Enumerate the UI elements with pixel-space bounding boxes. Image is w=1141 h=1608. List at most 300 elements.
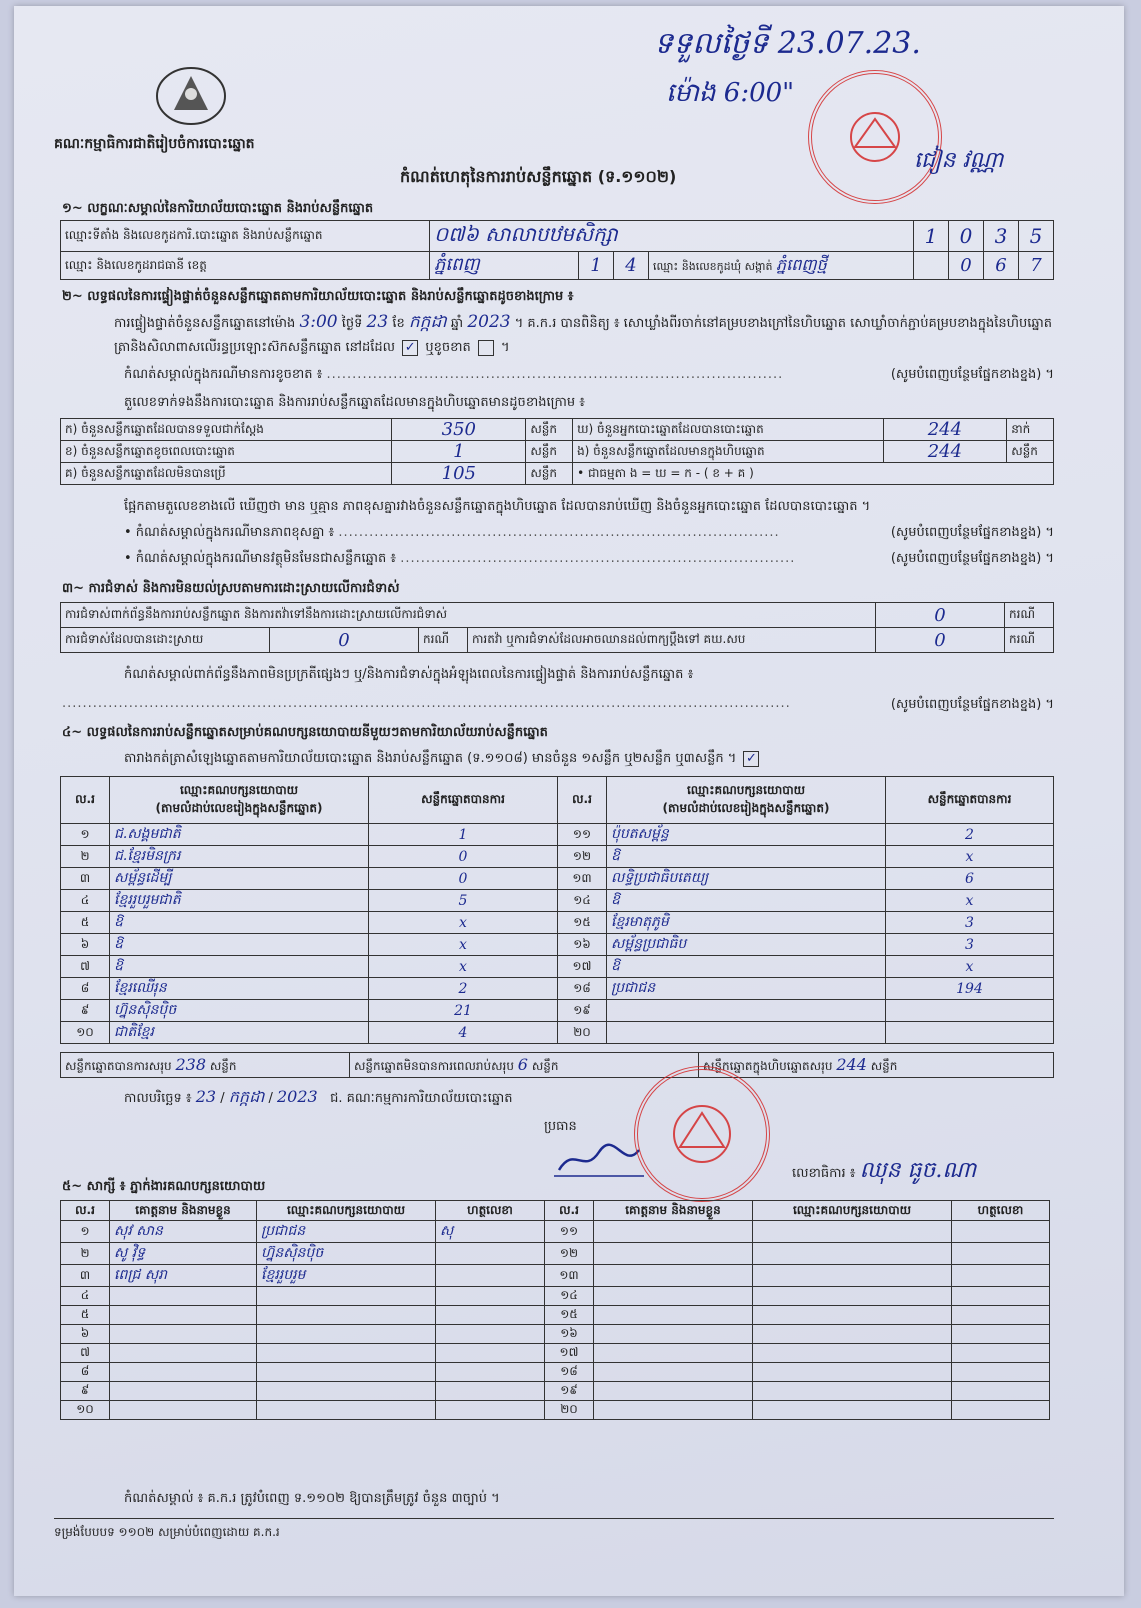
party-votes: 194 [886,978,1054,1000]
party-votes: x [369,956,558,978]
total-invalid-value: 6 [517,1054,528,1074]
witness-name [594,1325,753,1344]
total-box-label: សន្លឹកឆ្នោតក្នុងហិបឆ្នោតសរុប [703,1058,833,1073]
party-no: ១៦ [558,934,607,956]
w-col-party-right: ឈ្មោះគណបក្សនយោបាយ [753,1201,952,1221]
col-party-right-title: ឈ្មោះគណបក្សនយោបាយ [686,783,806,797]
party-name: ឱ [607,846,886,868]
party-votes: 1 [369,824,558,846]
witness-party [753,1382,952,1401]
witness-party [753,1325,952,1344]
witness-no: ៥ [61,1306,110,1325]
witness-name [594,1401,753,1420]
table-row [61,1000,1054,1022]
witness-no: ១៧ [545,1344,594,1363]
chair-label: ប្រធាន [544,1119,577,1134]
witness-signature [436,1344,545,1363]
location-value: ០៧៦ សាលាបឋមសិក្សា [430,221,914,252]
witness-signature [952,1344,1050,1363]
table-row [61,868,1054,890]
para-year: ឆ្នាំ [450,316,464,331]
w-col-party-left: ឈ្មោះគណបក្សនយោបាយ [257,1201,436,1221]
witness-name [594,1243,753,1265]
witness-no: ១៩ [545,1382,594,1401]
witness-name [594,1221,753,1243]
w-col-name-right: គោត្តនាម និងនាមខ្លួន [594,1201,753,1221]
count-d-value: 244 [883,419,1007,441]
table-row [61,934,1054,956]
party-name: ខ្មែរមាតុភូមិ [607,912,886,934]
witness-no: ១១ [545,1221,594,1243]
total-valid-value: 238 [175,1054,207,1074]
party-votes: 6 [886,868,1054,890]
party-no: ១៧ [558,956,607,978]
section3-title: ៣~ ការជំទាស់ និងការមិនយល់ស្របតាមការដោះស្រាយលើការជំទាស់ [62,581,400,596]
verification-paragraph: ការផ្ទៀងផ្ទាត់ចំនួនសន្លឹកឆ្នោតនៅម៉ោង 3:00 ថ្ងៃទី 23 ខែ កក្កដា ឆ្នាំ 2023 ។ គ.ក.រ បានពិនិត្យ ៖ សោឃ្លាំងពីរចាក់នៅគម្របខាងក្រៅនៃហិបឆ្នោត សោឃ្លាំចាក់ភ្ជាប់គម្របខាងក្នុងនៃហិបឆ្នោត ត្រានិងសិលាពាសលើរន្ធប្រឡោះស៊កសន្លឹកឆ្នោត នៅដដែល ✓ ឬខូចខាត ។ [114,312,1053,355]
fill-hint: (សូមបំពេញបន្ថែមផ្នែកខាងខ្នង) ។ [890,367,1054,382]
party-no: ២០ [558,1022,607,1044]
party-votes: x [886,956,1054,978]
col-party-left-sub: (តាមលំដាប់លេខរៀងក្នុងសន្លឹកឆ្នោត) [155,801,323,815]
col-party-right [607,777,886,824]
party-no: ១៩ [558,1000,607,1022]
witness-signature [952,1265,1050,1287]
party-name: សម្ព័ន្ធដើម្បី [110,868,369,890]
party-name: ហ្វ៊ុនស៊ិនប៉ិច [110,1000,369,1022]
total-valid-cell [61,1053,350,1078]
witness-signature [952,1363,1050,1382]
party-votes: 2 [886,824,1054,846]
witness-party [753,1287,952,1306]
witness-signature [436,1287,545,1306]
witness-signature [952,1221,1050,1243]
party-name: លទ្ធិប្រជាធិបតេយ្យ [607,868,886,890]
count-a-value: 350 [392,419,526,441]
commune-label-text: ឈ្មោះ និងលេខកូដឃុំ សង្កាត់ [653,259,773,273]
party-name: សម្ព័ន្ធប្រជាធិប [607,934,886,956]
witness-no: ១២ [545,1243,594,1265]
party-votes: 4 [369,1022,558,1044]
witness-no: ២០ [545,1401,594,1420]
seal-emblem-icon [662,1099,742,1169]
witness-no: ៤ [61,1287,110,1306]
verify-day: 23 [366,312,389,332]
col-votes-left: សន្លឹកឆ្នោតបានការ [369,777,558,824]
formula-note: • ជាធម្មតា ង = ឃ = ក - ( ខ + គ ) [573,463,1054,485]
party-no: ៨ [61,978,110,1000]
witness-no: ១៨ [545,1363,594,1382]
party-name: ជ.សង្គមជាតិ [110,824,369,846]
party-no: ១៤ [558,890,607,912]
total-invalid-unit: សន្លឹក [531,1058,559,1073]
witness-no: ៦ [61,1325,110,1344]
section4-title: ៤~ លទ្ធផលនៃការរាប់សន្លឹកឆ្នោតសម្រាប់គណបក្សនយោបាយនីមួយៗតាមការិយាល័យរាប់សន្លឹកឆ្នោត [62,725,548,740]
location-code-1: 1 [914,221,949,252]
table-row [61,441,1054,463]
table-row [61,1265,1050,1287]
sign-date-line: កាលបរិច្ឆេទ ៖ 23 / កក្កដា / 2023 ជ. គណៈកម្មការការិយាល័យបោះឆ្នោត [124,1087,513,1106]
fill-hint: (សូមបំពេញបន្ថែមផ្នែកខាងខ្នង) ។ [890,525,1054,540]
dotted-fill: ...................................................................................... [338,525,780,540]
table-row [61,1022,1054,1044]
witness-party [753,1265,952,1287]
secretary-signature: ឈុន ធូច.ណា [859,1158,977,1183]
seal-emblem-icon [840,107,910,167]
party-no: ១៣ [558,868,607,890]
committee-name: គណៈកម្មាធិការជាតិរៀបចំការបោះឆ្នោត [54,136,255,152]
witness-party [753,1243,952,1265]
table-row [61,1344,1050,1363]
witness-name: ពេជ្រ សុរា [110,1265,257,1287]
total-valid-label: សន្លឹកឆ្នោតបានការសរុប [65,1058,172,1073]
witness-party [257,1363,436,1382]
committee-logo-icon [154,62,228,126]
document-page [14,6,1124,1596]
table-row [61,628,1054,653]
complaint-value: 0 [876,628,1005,653]
witness-signature [952,1243,1050,1265]
damage-note-label: កំណត់សម្គាល់ក្នុងករណីមានការខូចខាត ៖ [124,367,323,382]
count-e-unit: សន្លឹក [1007,441,1054,463]
col-votes-right: សន្លឹកឆ្នោតបានការ [886,777,1054,824]
w-col-name-left: គោត្តនាម និងនាមខ្លួន [110,1201,257,1221]
section1-table [60,220,1054,280]
resolved-label: ការជំទាស់ដែលបានដោះស្រាយ [61,628,270,653]
count-e-value: 244 [883,441,1007,463]
party-no: ១២ [558,846,607,868]
diff-note-line [124,524,1054,543]
handwritten-received-date: ទទួលថ្ងៃទី 23.07.23. [654,26,921,61]
table-row [61,846,1054,868]
witness-signature [436,1243,545,1265]
seal-signature: ជៀន វណ្ណា [914,148,1004,173]
party-name: ឱ [110,956,369,978]
broken-checkbox[interactable] [478,340,494,356]
witness-name [594,1265,753,1287]
table-row [61,978,1054,1000]
handwritten-received-time: ម៉ោង 6:00" [666,78,795,108]
table-row [61,912,1054,934]
party-votes: x [886,846,1054,868]
complaint-unit: ករណី [1005,628,1054,653]
invalid-note-line [124,550,1054,569]
count-d-unit: នាក់ [1007,419,1054,441]
table-row [61,1053,1054,1078]
fill-hint: (សូមបំពេញបន្ថែមផ្នែកខាងខ្នង) ។ [890,551,1054,566]
witness-no: ១៥ [545,1306,594,1325]
table-row [61,1325,1050,1344]
witness-table [60,1200,1050,1420]
para-day: ថ្ងៃទី [341,316,363,331]
col-party-left [110,777,369,824]
party-results-table [60,776,1054,1044]
party-name: ឱ [110,934,369,956]
party-no: ១ [61,824,110,846]
witness-signature [436,1306,545,1325]
witness-signature [436,1401,545,1420]
party-name: ខ្មែរឈើរុន [110,978,369,1000]
province-value: ភ្នំពេញ [430,252,579,280]
party-name: ជាតិខ្មែរ [110,1022,369,1044]
invalid-note-label: • កំណត់សម្គាល់ក្នុងករណីមានវត្ថុមិនមែនជាសន្លឹកឆ្នោត ៖ [124,551,397,566]
table-intro: តួលេខទាក់ទងនឹងការបោះឆ្នោត និងការរាប់សន្លឹកឆ្នោតដែលមានក្នុងហិបឆ្នោតមានដូចខាងក្រោម ៖ [124,395,585,410]
party-no: ៧ [61,956,110,978]
form-title: កំណត់ហេតុនៃការរាប់សន្លឹកឆ្នោត (ទ.១១០២) [400,167,677,186]
party-name: ប្រជាជន [607,978,886,1000]
commune-label [649,252,914,280]
para-month: ខែ [392,316,405,331]
para-start: ការផ្ទៀងផ្ទាត់ចំនួនសន្លឹកឆ្នោតនៅម៉ោង [114,316,296,331]
committee-sign-label: ជ. គណៈកម្មការការិយាល័យបោះឆ្នោត [330,1091,513,1106]
witness-name: សុវ សាន [110,1221,257,1243]
party-votes: x [369,912,558,934]
table-row [61,1306,1050,1325]
party-name: ឱ [110,912,369,934]
witness-party [753,1306,952,1325]
red-seal-bottom [634,1066,770,1202]
party-no: ៥ [61,912,110,934]
witness-party [753,1401,952,1420]
witness-no: ៣ [61,1265,110,1287]
count-b-value: 1 [392,441,526,463]
count-c-unit: សន្លឹក [526,463,573,485]
location-code-3: 3 [984,221,1019,252]
totals-table [60,1052,1054,1078]
party-votes: x [886,890,1054,912]
commune-code-1: 0 [949,252,984,280]
witness-signature [952,1287,1050,1306]
total-box-unit: សន្លឹក [870,1058,898,1073]
red-seal-top [808,70,942,204]
party-votes: 21 [369,1000,558,1022]
party-no: ១៥ [558,912,607,934]
party-votes [886,1022,1054,1044]
witness-signature [436,1382,545,1401]
location-label: ឈ្មោះទីតាំង និងលេខកូដការិ.បោះឆ្នោត និងរាប់សន្លឹកឆ្នោត [61,221,430,252]
witness-name [110,1344,257,1363]
witness-name [110,1363,257,1382]
diff-note-label: • កំណត់សម្គាល់ក្នុងករណីមានភាពខុសគ្នា ៖ [124,525,335,540]
footnote: កំណត់សម្គាល់ ៖ គ.ក.រ ត្រូវបំពេញ ទ.១១០២ ឱ្យបានត្រឹមត្រូវ ចំនួន ៣ច្បាប់ ។ [124,1491,500,1506]
witness-name [594,1306,753,1325]
witness-name [594,1344,753,1363]
witness-party [257,1306,436,1325]
party-name: ឱ [607,890,886,912]
party-no: ១០ [61,1022,110,1044]
table-row [61,1221,1050,1243]
party-no: ៦ [61,934,110,956]
col-no-right: ល.រ [558,777,607,824]
commune-code-3: 7 [1019,252,1054,280]
irregularity-note: កំណត់សម្គាល់ពាក់ព័ន្ធនឹងភាពមិនប្រក្រតីផ្សេងៗ ឬ/និងការជំទាស់ក្នុងអំឡុងពេលនៃការផ្ទៀងផ្ទាត់ និងការរាប់សន្លឹកឆ្នោត ៖ [124,667,694,682]
date-label: កាលបរិច្ឆេទ ៖ [124,1091,192,1106]
commune-code-empty [914,252,949,280]
witness-party: ហ្វ៊ុនស៊ិនប៉ិច [257,1243,436,1265]
date-month: កក្កដា [228,1087,265,1106]
count-c-label: គ) ចំនួនសន្លឹកឆ្នោតដែលមិនបានប្រើ [61,463,392,485]
ballot-count-table [60,418,1054,485]
resolved-value: 0 [270,628,419,653]
dotted-fill: ......................................................................................... [326,367,784,382]
or-broken-label: ឬខូចខាត [425,340,471,355]
w-col-no-left: ល.រ [61,1201,110,1221]
witness-name: សូ វ៉ិទ្ធ [110,1243,257,1265]
party-name [607,1000,886,1022]
witness-no: ១០ [61,1401,110,1420]
party-votes: 0 [369,846,558,868]
objection-table [60,602,1054,653]
witness-name [110,1306,257,1325]
witness-name [110,1382,257,1401]
dotted-fill: .............................................................................................................................................. [62,696,791,711]
count-c-value: 105 [392,463,526,485]
party-name [607,1022,886,1044]
party-votes: x [369,934,558,956]
witness-no: ៨ [61,1363,110,1382]
three-sheet-checkbox-checked[interactable]: ✓ [743,751,759,767]
section1-title: ១~ លក្ខណៈសម្គាល់នៃការិយាល័យបោះឆ្នោត និងរាប់សន្លឹកឆ្នោត [62,201,374,216]
party-name: ប៉ុបតសម្ព័ន្ធ [607,824,886,846]
party-votes: 0 [369,868,558,890]
party-no: ១៨ [558,978,607,1000]
secretary-line [792,1156,976,1188]
table-row [61,1243,1050,1265]
count-a-label: ក) ចំនួនសន្លឹកឆ្នោតដែលបានទទួលជាក់ស្តែង [61,419,392,441]
count-b-label: ខ) ចំនួនសន្លឹកឆ្នោតខូចពេលបោះឆ្នោត [61,441,392,463]
table-row [61,419,1054,441]
para-rest: ។ គ.ក.រ បានពិនិត្យ ៖ សោឃ្លាំងពីរចាក់នៅគម្របខាងក្រៅនៃហិបឆ្នោត សោឃ្លាំចាក់ភ្ជាប់គម្របខាងក្នុងនៃហិបឆ្នោត ត្រានិងសិលាពាសលើរន្ធប្រឡោះស៊កសន្លឹកឆ្នោត នៅដដែល [114,316,1053,355]
witness-party [257,1344,436,1363]
witness-party: ខ្មែររួបរួម [257,1265,436,1287]
footer-divider [54,1518,1054,1519]
tally-intro-text: តារាងកត់ត្រាសំឡេងឆ្នោតតាមការិយាល័យបោះឆ្នោត និងរាប់សន្លឹកឆ្នោត (ទ.១១០៨) មានចំនួន ១សន្លឹក ឬ២សន្លឹក ឬ៣សន្លឹក ។ [124,751,737,766]
total-box-cell [699,1053,1054,1078]
dotted-fill: ............................................................................. [400,551,796,566]
table-row [61,463,1054,485]
compare-line: ផ្អែកតាមតួលេខខាងលើ ឃើញថា មាន ឬគ្មាន ភាពខុសគ្នារវាងចំនួនសន្លឹកឆ្នោតក្នុងហិបឆ្នោត ដែលបានរាប់ឃើញ និងចំនួនអ្នកបោះឆ្នោត ដែលបានបោះឆ្នោត ។ [124,499,871,514]
total-box-value: 244 [836,1054,867,1074]
secretary-label: លេខាធិការ ៖ [792,1166,856,1181]
party-no: ៩ [61,1000,110,1022]
witness-party [753,1344,952,1363]
table-row [61,1363,1050,1382]
count-b-unit: សន្លឹក [526,441,573,463]
commune-value: ភ្នំពេញថ្មី [776,254,827,274]
witness-signature [952,1325,1050,1344]
w-col-sign-right: ហត្ថលេខា [952,1201,1050,1221]
party-name: ខ្មែររួបរួមជាតិ [110,890,369,912]
count-e-label: ង) ចំនួនសន្លឹកឆ្នោតដែលមានក្នុងហិបឆ្នោត [573,441,884,463]
witness-signature [952,1382,1050,1401]
w-col-no-right: ល.រ [545,1201,594,1221]
witness-name [110,1325,257,1344]
witness-no: ១៣ [545,1265,594,1287]
province-code-1: 1 [579,252,614,280]
date-year: 2023 [276,1087,318,1106]
location-code-4: 5 [1019,221,1054,252]
witness-signature [952,1306,1050,1325]
party-votes: 3 [886,934,1054,956]
party-votes: 5 [369,890,558,912]
table-row [61,1287,1050,1306]
intact-checkbox-checked[interactable]: ✓ [402,340,418,356]
col-no-left: ល.រ [61,777,110,824]
table-row [61,1401,1050,1420]
location-code-2: 0 [949,221,984,252]
witness-no: ២ [61,1243,110,1265]
witness-name [110,1401,257,1420]
tally-intro [124,750,762,769]
witness-signature [436,1325,545,1344]
w-col-sign-left: ហត្ថលេខា [436,1201,545,1221]
witness-signature: សុ [436,1221,545,1243]
witness-signature [436,1363,545,1382]
table-row [61,956,1054,978]
party-votes [886,1000,1054,1022]
table-row [61,824,1054,846]
resolved-unit: ករណី [419,628,468,653]
party-no: ១១ [558,824,607,846]
witness-party [257,1325,436,1344]
witness-no: ៧ [61,1344,110,1363]
objection-label: ការជំទាស់ពាក់ព័ន្ធនឹងការរាប់សន្លឹកឆ្នោត និងការតវ៉ាទៅនឹងការដោះស្រាយលើការជំទាស់ [61,603,876,628]
witness-party: ប្រជាជន [257,1221,436,1243]
count-d-label: ឃ) ចំនួនអ្នកបោះឆ្នោតដែលបានបោះឆ្នោត [573,419,884,441]
table-row [61,603,1054,628]
damage-note-line [124,366,1054,385]
total-invalid-cell [350,1053,699,1078]
party-name: ជ.ខ្មែរមិនក្ររ [110,846,369,868]
witness-no: ១៤ [545,1287,594,1306]
table-row [61,890,1054,912]
table-row [61,1382,1050,1401]
witness-no: ៩ [61,1382,110,1401]
section5-title: ៥~ សាក្សី ៖ ភ្នាក់ងារគណបក្សនយោបាយ [62,1179,266,1194]
irregularity-dots-line [62,696,1054,715]
witness-name [594,1382,753,1401]
verify-time: 3:00 [299,312,338,332]
col-party-right-sub: (តាមលំដាប់លេខរៀងក្នុងសន្លឹកឆ្នោត) [662,801,830,815]
form-footer: ទម្រង់បែបបទ ១១០២ សម្រាប់បំពេញដោយ គ.ក.រ [54,1525,280,1539]
witness-name [594,1287,753,1306]
party-name: ឱ [607,956,886,978]
witness-party [257,1382,436,1401]
party-no: ៤ [61,890,110,912]
witness-signature [436,1265,545,1287]
witness-party [753,1221,952,1243]
party-votes: 3 [886,912,1054,934]
province-code-2: 4 [614,252,649,280]
objection-value: 0 [876,603,1005,628]
chair-signature-icon [554,1140,644,1180]
date-day: 23 [195,1087,217,1106]
witness-name [594,1363,753,1382]
witness-party [257,1287,436,1306]
verify-month: កក្កដា [408,312,447,332]
witness-signature [952,1401,1050,1420]
party-no: ៣ [61,868,110,890]
witness-no: ១ [61,1221,110,1243]
party-votes: 2 [369,978,558,1000]
objection-unit: ករណី [1005,603,1054,628]
complaint-label: ការតវ៉ា ឬការជំទាស់ដែលអាចឈានដល់ពាក្យប្តឹងទៅ គឃ.សប [468,628,876,653]
commune-code-2: 6 [984,252,1019,280]
fill-hint: (សូមបំពេញបន្ថែមផ្នែកខាងខ្នង) ។ [890,697,1054,712]
section2-title: ២~ លទ្ធផលនៃការផ្ទៀងផ្ទាត់ចំនួនសន្លឹកឆ្នោតតាមការិយាល័យបោះឆ្នោត និងរាប់សន្លឹកឆ្នោតដូចខាងក្រោម ៖ [62,289,574,304]
total-valid-unit: សន្លឹក [209,1058,237,1073]
province-label: ឈ្មោះ និងលេខកូដរាជធានី ខេត្ត [61,252,430,280]
verify-year: 2023 [467,312,511,332]
